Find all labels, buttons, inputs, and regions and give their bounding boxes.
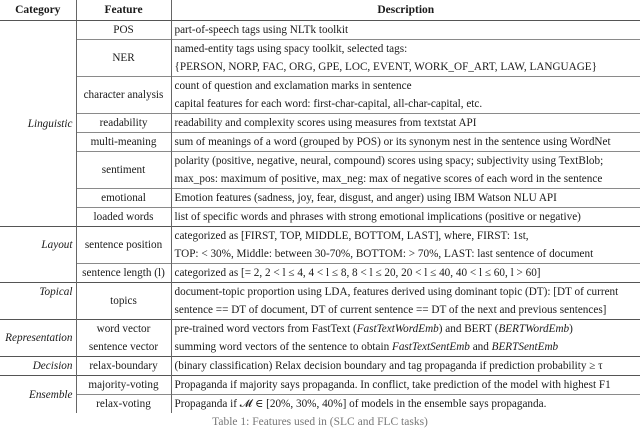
feature-cell: sentence length (l)	[76, 264, 171, 283]
description-cell: sum of meanings of a word (grouped by POS) or its synonym nest in the sentence using WordNet	[171, 133, 640, 152]
description-cell: categorized as [= 2, 2 < l ≤ 4, 4 < l ≤ 8, 8 < l ≤ 20, 20 < l ≤ 40, 40 < l ≤ 60, l > 60]	[171, 264, 640, 283]
feature-cell: readability	[76, 114, 171, 133]
description-cell: part-of-speech tags using NLTk toolkit	[174, 24, 349, 36]
description-cell: readability and complexity scores using measures from textstat API	[171, 114, 640, 133]
feature-cell: sentence position	[76, 227, 171, 264]
description-cell: document-topic proportion using LDA, features derived using dominant topic (DT): [DT of current sentence == DT of document, DT of current sentence == DT of the next and previous sentences]	[171, 283, 640, 320]
description-cell: (binary classification) Relax decision boundary and tag propaganda if prediction probability ≥ τ	[171, 357, 640, 376]
header-feature: Feature	[76, 0, 171, 21]
description-cell: categorized as [FIRST, TOP, MIDDLE, BOTTOM, LAST], where, FIRST: 1st, TOP: < 30%, Middle: between 30-70%, BOTTOM: > 70%, LAST: last sentence of document	[171, 227, 640, 264]
category-decision: Decision	[0, 357, 76, 376]
category-linguistic: Linguistic	[27, 117, 73, 130]
description-cell: count of question and exclamation marks in sentence capital features for each word: first-char-capital, all-char-capital, etc.	[171, 77, 640, 114]
description-cell: list of specific words and phrases with strong emotional implications (positive or negative)	[171, 208, 640, 227]
description-cell: Emotion features (sadness, joy, fear, disgust, and anger) using IBM Watson NLU API	[171, 189, 640, 208]
table-row-emotional	[0, 189, 640, 208]
feature-cell: sentence vector	[76, 338, 171, 357]
feature-cell: relax-voting	[76, 395, 171, 414]
feature-cell: relax-boundary	[76, 357, 171, 376]
table-row-topics	[0, 283, 640, 320]
table-row-relax-boundary	[0, 357, 640, 376]
category-layout: Layout	[0, 227, 76, 264]
description-cell: summing word vectors of the sentence to obtain FastTextSentEmb and BERTSentEmb	[174, 341, 559, 353]
feature-cell: emotional	[76, 189, 171, 208]
feature-cell: topics	[76, 283, 171, 320]
table-row-sentence-vector	[0, 338, 640, 357]
feature-cell: NER	[76, 40, 171, 77]
table-row-relax-voting	[0, 395, 640, 414]
description-cell: polarity (positive, negative, neural, compound) scores using spacy; subjectivity using TextBlob; max_pos: maximum of positive, max_neg: max of negative scores of each word in the sentence	[171, 152, 640, 189]
feature-cell: loaded words	[76, 208, 171, 227]
table-row-sentence-length	[0, 264, 640, 283]
description-cell: named-entity tags using spacy toolkit, selected tags: {PERSON, NORP, FAC, ORG, GPE, LOC, EVENT, WORK_OF_ART, LAW, LANGUAGE}	[171, 40, 640, 77]
description-cell: Propaganda if 𝓜 ∈ [20%, 30%, 40%] of models in the ensemble says propaganda.	[171, 395, 640, 414]
table-row-sentence-position	[0, 227, 640, 264]
feature-cell: character analysis	[76, 77, 171, 114]
table-row-sentiment	[0, 152, 640, 189]
feature-cell: word vector	[76, 320, 171, 339]
table-row-loaded-words	[0, 208, 640, 227]
feature-cell: sentiment	[76, 152, 171, 189]
description-cell: pre-trained word vectors from FastText (FastTextWordEmb) and BERT (BERTWordEmb)	[171, 320, 640, 339]
header-row	[0, 0, 640, 21]
feature-cell: multi-meaning	[76, 133, 171, 152]
table-row-ner	[0, 40, 640, 77]
description-cell: Propaganda if majority says propaganda. In conflict, take prediction of the model with highest F1	[171, 376, 640, 395]
category-representation: Representation	[0, 320, 76, 357]
category-ensemble: Ensemble	[0, 376, 76, 414]
feature-cell: POS	[76, 21, 171, 40]
table-caption: Table 1: Features used in (SLC and FLC tasks)	[212, 416, 428, 428]
table-row-pos	[0, 21, 640, 40]
table-row-multi-meaning	[0, 133, 640, 152]
category-topical: Topical	[0, 283, 76, 320]
table-row-majority-voting	[0, 376, 640, 395]
table-row-character-analysis	[0, 77, 640, 114]
header-description: Description	[171, 0, 640, 21]
header-category: Category	[0, 0, 76, 21]
table-row-readability	[0, 114, 640, 133]
table-row-word-vector	[0, 320, 640, 339]
feature-cell: majority-voting	[76, 376, 171, 395]
category-empty	[0, 264, 76, 283]
